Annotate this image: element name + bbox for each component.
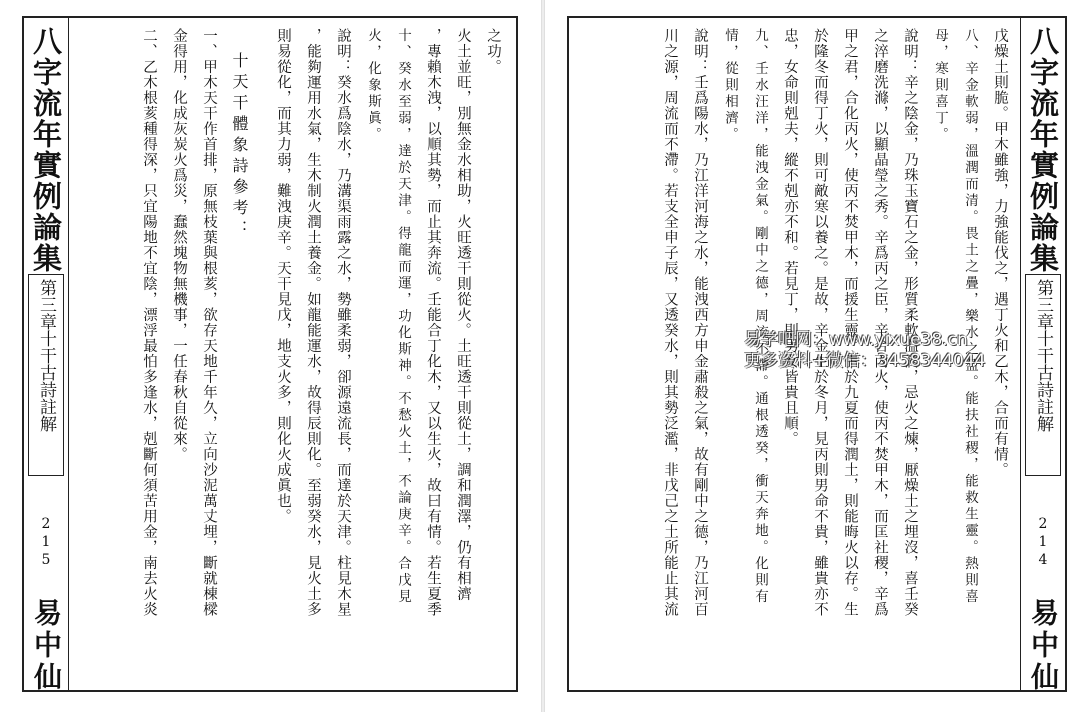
text-column: 一、甲木天干作首排，原無枝葉與根荄，欲存天地千年久，立向沙泥萬丈埋，斷就棟樑 [201,28,217,617]
page-number: 215 [38,516,54,570]
text-column: 二、乙木根荄種得深，只宜陽地不宜陰，漂浮最怕多逢水，剋斷何須苦用金，南去火炎 [141,28,157,617]
watermark-line: 易学吧网：www.yixue38.cn [744,330,968,350]
text-column: 說明：癸水爲陰水，乃溝渠雨露之水，勢雖柔弱，卻源遠流長，而達於天津。柱見木星 [335,28,351,617]
book-title: 八字流年實例論集 [29,26,63,274]
column-gap [254,28,268,678]
text-column: 之淬磨洗滌，以顯晶瑩之秀。辛爲丙之臣，辛合丙火，使丙不焚甲木，而匡社稷，辛爲 [872,28,888,617]
text-column: 於隆冬而得丁火，則可敵寒以養之。是故，辛金生於冬月，見丙則男命不貴，雖貴亦不 [812,28,828,617]
text-column: 忠，女命則剋夫，縱不剋亦不和。若見丁，則男女皆貴且順。 [782,28,798,447]
text-column: 川之源，周流而不滯。若支全申子辰，又透癸水，則其勢泛濫，非戊己之土所能止其流 [662,28,678,617]
text-column: 金得用，化成灰炭火爲災，蠢然塊物無機事，一任春秋自從來。 [171,28,187,462]
verse-line: 九、壬水汪洋，能洩金氣。剛中之德，周流不滯。通根透癸，衝天奔地。化則有 [752,28,768,606]
left-page-body [76,28,508,678]
chapter-box [1025,274,1061,476]
left-page-spine [24,18,69,694]
text-column: 火土並旺，別無金水相助，火旺透干則從火。土旺透干則從土，調和潤澤，仍有相濟 [455,28,471,602]
text-column: ，專賴木洩，以順其勢，而止其奔流。壬能合丁化木，又以生火，故曰有情。若生夏季 [425,28,441,617]
chapter-title: 第三章十干古詩註解 [1033,279,1053,432]
left-page-frame [22,16,518,692]
book-title: 八字流年實例論集 [1026,26,1060,274]
verse-line: 火，化象斯眞。 [365,28,381,144]
chapter-title: 第三章十干古詩註解 [36,279,56,432]
verse-line: 八、辛金軟弱，溫潤而清。畏土之疊，樂水之盈。能扶社稷，能救生靈。熱則喜 [962,28,978,606]
left-text-columns [134,28,508,678]
section-heading: 十天干體象詩參考： [230,52,249,241]
page-number: 214 [1035,516,1051,570]
verse-line: 情，從則相濟。 [722,28,738,144]
text-column: ，能夠運用水氣，生木制火潤土養金。如龍能運水，故得辰則化。至弱癸水，見火土多 [305,28,321,617]
verse-line: 十、癸水至弱，達於天津。得龍而運，功化斯神。不愁火土，不論庚辛。合戊見 [395,28,411,606]
left-page [0,0,541,712]
author-name: 易中仙 [30,598,63,694]
text-column: 甲之君，合化丙火，使丙不焚甲木，而援生靈。生於九夏而得潤土，則能晦火以存。生 [842,28,858,617]
text-column: 則易從化，而其力弱，難洩庚辛。天干見戊，地支火多，則化火成眞也。 [275,28,291,524]
chapter-box [28,274,64,476]
text-column: 說明：壬爲陽水，乃江洋河海之水，能洩西方申金肅殺之氣，故有剛中之德，乃江河百 [692,28,708,617]
text-column: 之功。 [485,28,501,75]
text-column: 戊燥土則脆。甲木雖強，力強能伐之，遇丁火和乙木，合而有情。 [992,28,1008,478]
verse-line: 母，寒則喜丁。 [932,28,948,144]
author-name: 易中仙 [1027,598,1060,694]
watermark [744,330,1086,374]
text-column: 說明：辛之陰金，乃珠玉寶石之金，形質柔軟溫潤，忌火之煉，厭燥土之埋沒，喜壬癸 [902,28,918,617]
watermark-line: 更多资料+微信：3458344044 [744,351,986,371]
